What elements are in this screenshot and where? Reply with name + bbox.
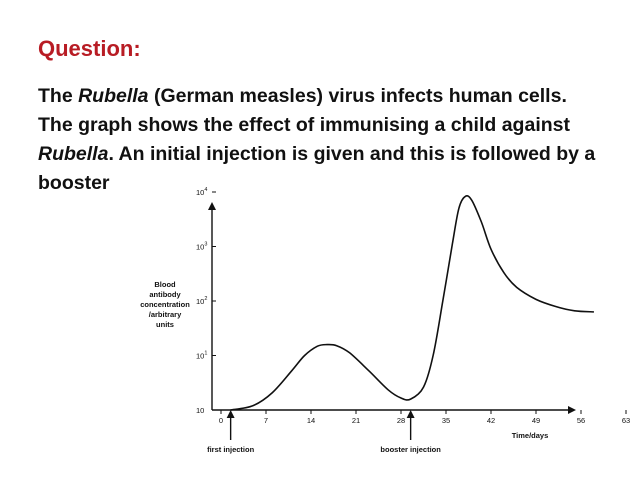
y-tick-label: $10^1$ (196, 350, 208, 361)
question-part-2: (German measles) virus infects human cells. The graph shows the effect of immunising a child against (38, 85, 570, 136)
y-axis-label-line: /arbitrary (148, 310, 182, 319)
y-tick-label: 10 (196, 406, 205, 415)
y-axis-label-line: units (156, 320, 174, 329)
y-axis-label-line: antibody (149, 290, 181, 299)
x-tick-label: 0 (218, 416, 224, 425)
x-tick-label: 56 (576, 416, 586, 425)
x-tick-label: 14 (306, 416, 316, 425)
y-axis-ticks (196, 187, 216, 415)
question-part-3: . An initial injection is given and this is followed by a booster (38, 143, 596, 194)
y-tick-label: $10^3$ (196, 241, 208, 252)
x-tick-label: 28 (396, 416, 406, 425)
question-italic-2: Rubella (38, 143, 109, 165)
y-axis-label-line: concentration (140, 300, 190, 309)
y-tick-label: $10^4$ (196, 187, 208, 197)
injection-label: first injection (207, 445, 255, 454)
x-tick-label: 63 (621, 416, 631, 425)
x-tick-label: 49 (531, 416, 541, 425)
question-heading: Question: (38, 36, 141, 61)
injection-annotations (207, 412, 441, 454)
question-part-1: The (38, 85, 79, 107)
x-tick-label: 42 (486, 416, 496, 425)
x-axis-label: Time/days (511, 431, 549, 440)
x-tick-label: 21 (351, 416, 361, 425)
x-tick-label: 35 (441, 416, 451, 425)
antibody-curve (231, 196, 594, 410)
question-italic-1: Rubella (78, 85, 149, 107)
y-axis-label-line: Blood (154, 280, 176, 289)
injection-label: booster injection (380, 445, 441, 454)
x-axis-ticks (219, 410, 630, 425)
y-tick-label: $10^2$ (196, 296, 208, 306)
y-axis-label (140, 280, 190, 329)
x-tick-label: 7 (263, 416, 269, 425)
